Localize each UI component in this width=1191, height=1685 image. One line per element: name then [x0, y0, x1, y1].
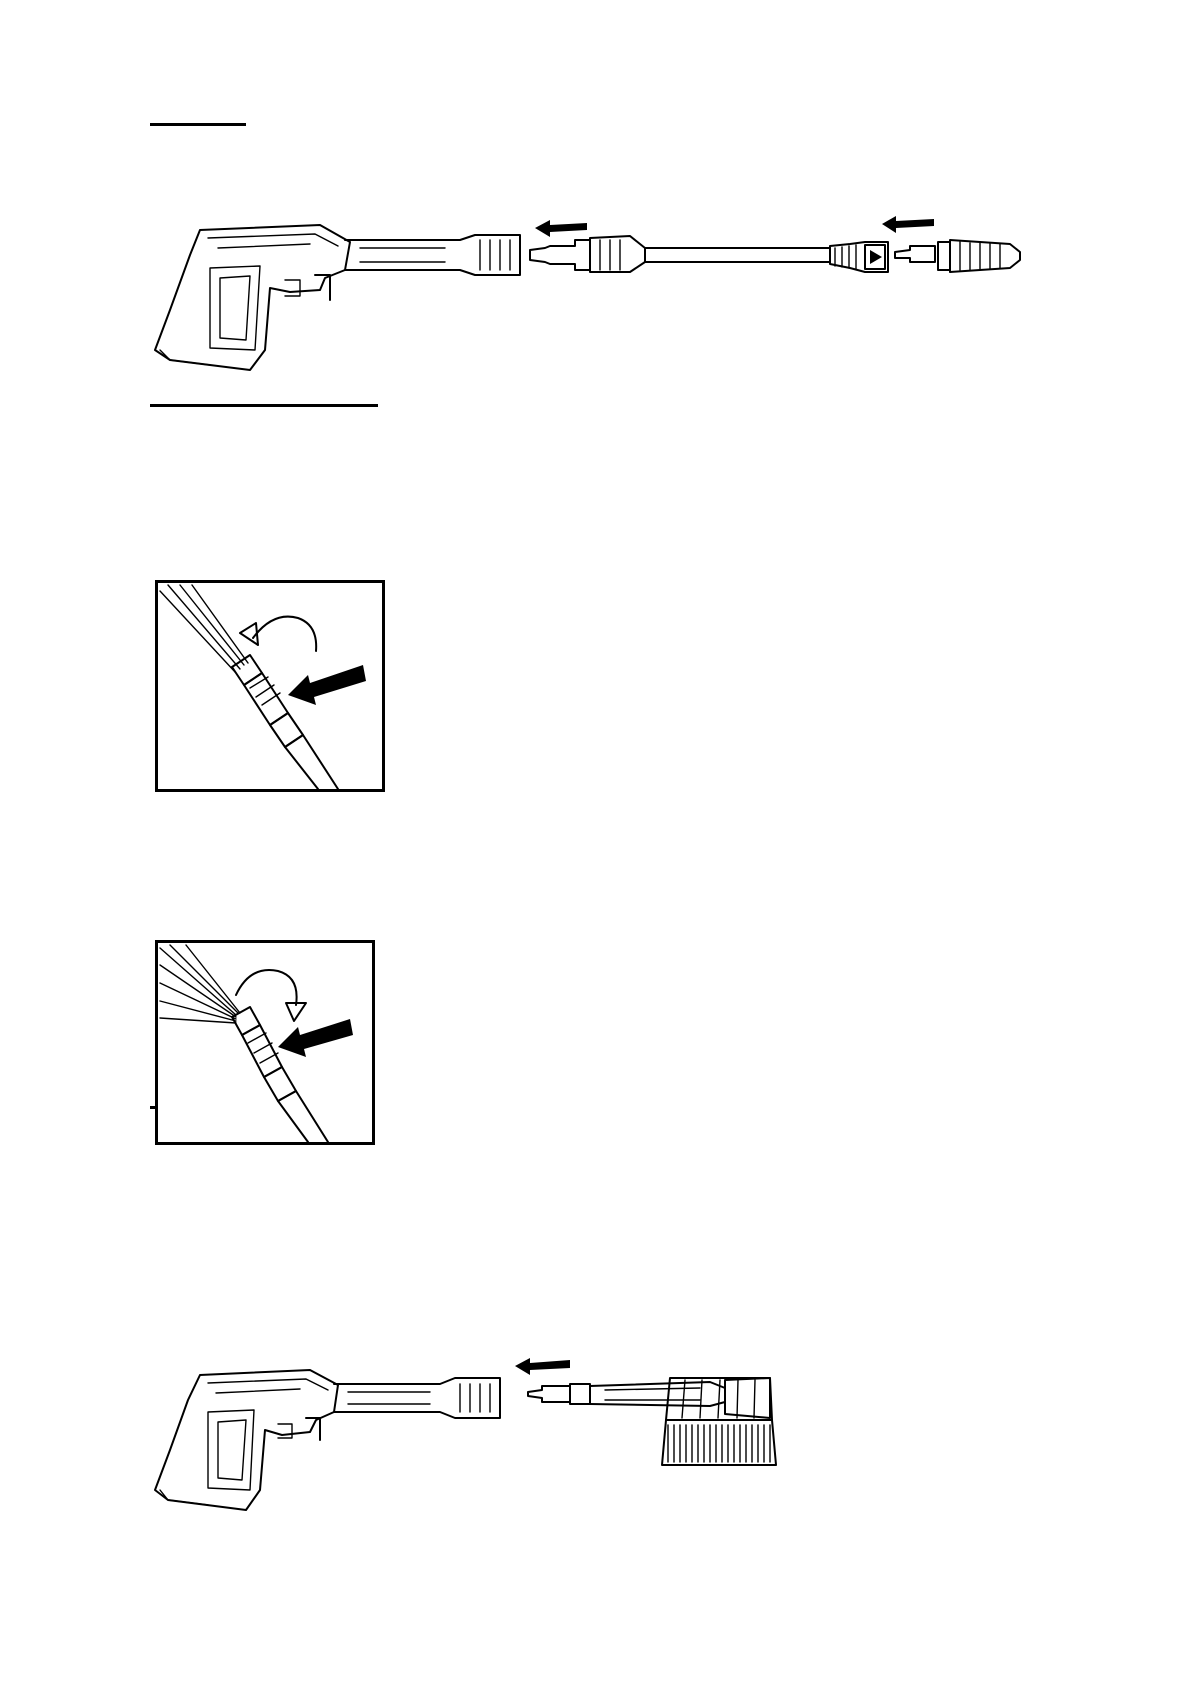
- nozzle-icon: [895, 240, 1020, 272]
- gun-brush-figure: [150, 1340, 830, 1525]
- nozzle-rotate-ccw-figure: [155, 580, 385, 792]
- rotate-ccw-arrow-icon: [240, 617, 316, 651]
- section-heading-underline-2: [150, 404, 378, 407]
- lance-tip-icon: [232, 655, 338, 789]
- brush-lance-icon: [528, 1382, 725, 1406]
- water-jet-icon: [160, 585, 248, 673]
- section-heading-underline-1: [150, 123, 246, 126]
- trigger-gun-icon: [155, 225, 520, 370]
- trigger-gun-icon: [155, 1370, 500, 1510]
- rotate-cw-arrow-icon: [236, 970, 306, 1021]
- insert-arrow-icon: [882, 216, 934, 233]
- lance-icon: [530, 236, 888, 272]
- rotating-brush-icon: [662, 1378, 776, 1465]
- insert-arrow-icon: [535, 220, 587, 237]
- push-arrow-icon: [278, 1019, 353, 1057]
- spray-fan-icon: [160, 945, 240, 1023]
- insert-arrow-icon: [515, 1358, 570, 1375]
- push-arrow-icon: [288, 665, 366, 705]
- nozzle-rotate-cw-figure: [155, 940, 375, 1145]
- lance-tip-icon: [232, 1007, 328, 1142]
- gun-lance-nozzle-figure: [150, 210, 1030, 385]
